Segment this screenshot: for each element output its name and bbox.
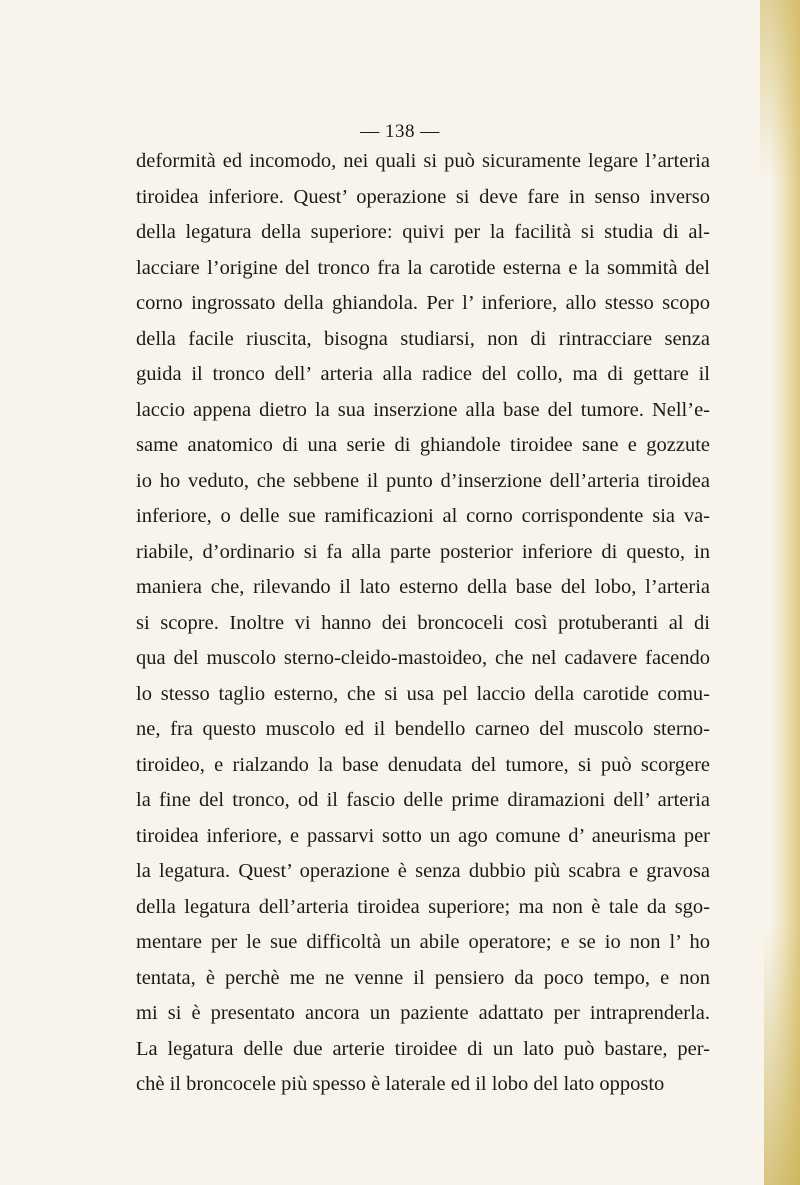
text-line: deformità ed incomodo, nei quali si può sicuramente legare l’arteria xyxy=(136,150,710,172)
text-line: mi si è presentato ancora un paziente adattato per intraprenderla. xyxy=(136,1002,710,1024)
text-line: same anatomico di una serie di ghiandole tiroidee sane e gozzute xyxy=(136,434,710,456)
body-text xyxy=(136,144,710,1103)
text-line: la legatura. Quest’ operazione è senza dubbio più scabra e gravosa xyxy=(136,860,710,882)
text-line: ne, fra questo muscolo ed il bendello carneo del muscolo sterno- xyxy=(136,718,710,740)
text-line: laccio appena dietro la sua inserzione alla base del tumore. Nell’e- xyxy=(136,398,710,421)
text-line: mentare per le sue difficoltà un abile operatore; e se io non l’ ho xyxy=(136,931,710,953)
text-line: maniera che, rilevando il lato esterno della base del lobo, l’arteria xyxy=(136,576,710,598)
text-line: si scopre. Inoltre vi hanno dei broncoceli così protuberanti al di xyxy=(136,611,710,634)
text-line: lacciare l’origine del tronco fra la carotide esterna e la sommità del xyxy=(136,256,710,279)
page-number: — 138 — xyxy=(360,121,440,142)
text-line: guida il tronco dell’ arteria alla radice del collo, ma di gettare il xyxy=(136,363,710,385)
text-line: La legatura delle due arterie tiroidee di un lato può bastare, per- xyxy=(136,1037,710,1060)
text-line: tiroideo, e rialzando la base denudata del tumore, si può scorgere xyxy=(136,753,710,776)
text-line: della legatura dell’arteria tiroidea superiore; ma non è tale da sgo- xyxy=(136,895,710,918)
text-line: la fine del tronco, od il fascio delle prime diramazioni dell’ arteria xyxy=(136,789,710,811)
text-line: io ho veduto, che sebbene il punto d’inserzione dell’arteria tiroidea xyxy=(136,469,710,492)
text-line: della legatura della superiore: quivi per la facilità si studia di al- xyxy=(136,221,710,243)
text-line: tiroidea inferiore. Quest’ operazione si deve fare in senso inverso xyxy=(136,185,710,208)
text-line: tentata, è perchè me ne venne il pensiero da poco tempo, e non xyxy=(136,966,710,989)
text-line: chè il broncocele più spesso è laterale ed il lobo del lato opposto xyxy=(136,1073,665,1095)
page-edge-stain-top xyxy=(760,0,800,180)
text-line: tiroidea inferiore, e passarvi sotto un ago comune d’ aneurisma per xyxy=(136,824,710,847)
text-line: inferiore, o delle sue ramificazioni al corno corrispondente sia va- xyxy=(136,505,710,527)
text-line: della facile riuscita, bisogna studiarsi, non di rintracciare senza xyxy=(136,327,710,350)
text-line: qua del muscolo sterno-cleido-mastoideo, che nel cadavere facendo xyxy=(136,647,710,669)
text-line: corno ingrossato della ghiandola. Per l’ inferiore, allo stesso scopo xyxy=(136,292,710,314)
text-line: lo stesso taglio esterno, che si usa pel laccio della carotide comu- xyxy=(136,682,710,705)
text-line: riabile, d’ordinario si fa alla parte posterior inferiore di questo, in xyxy=(136,540,710,563)
page-edge-stain-bottom xyxy=(764,925,800,1185)
